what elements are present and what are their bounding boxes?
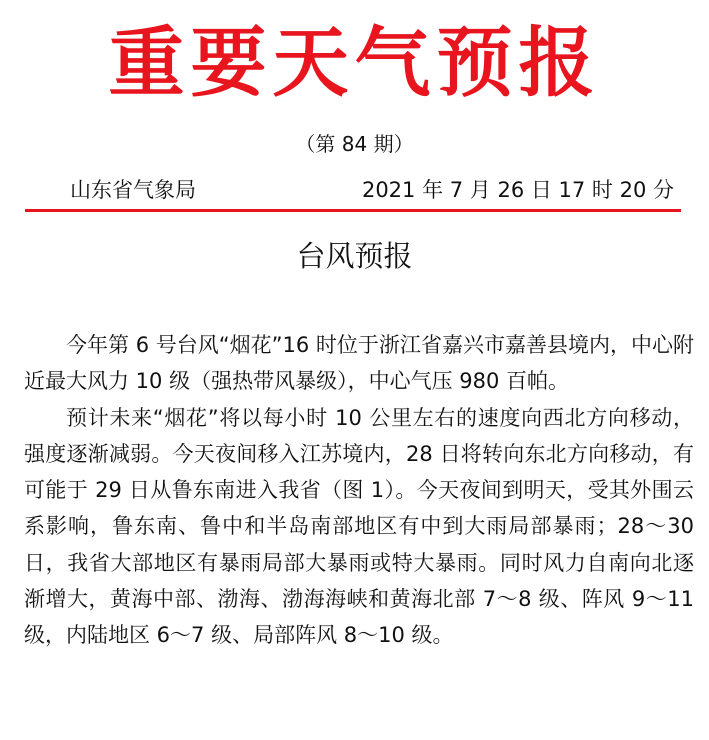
- body-text: [24, 327, 694, 654]
- issue-number: （第 84 期）: [295, 132, 414, 156]
- issue-datetime: 2021 年 7 月 26 日 17 时 20 分: [361, 178, 674, 202]
- header-divider: [25, 209, 681, 212]
- paragraph-forecast: 预计未来“烟花”将以每小时 10 公里左右的速度向西北方向移动，强度逐渐减弱。今天夜间移入江苏境内，28 日将转向东北方向移动，有可能于 29 日从鲁东南进入我省（图 1）。今天夜间到明天，受其外围云系影响，鲁东南、鲁中和半岛南部地区有中到大雨局部暴雨；28～30 日，我省大部地区有暴雨局部大暴雨或特大暴雨。同时风力自南向北逐渐增大，黄海中部、渤海、渤海海峡和黄海北部 7～8 级、阵风 9～11 级，内陆地区 6～7 级、局部阵风 8～10 级。: [24, 405, 694, 648]
- document-title: 台风预报: [296, 239, 413, 273]
- issuer-name: 山东省气象局: [70, 178, 196, 202]
- paragraph-typhoon-status: 今年第 6 号台风“烟花”16 时位于浙江省嘉兴市嘉善县境内，中心附近最大风力 10 级（强热带风暴级），中心气压 980 百帕。: [24, 333, 694, 394]
- masthead-title: 重要天气预报: [108, 18, 601, 107]
